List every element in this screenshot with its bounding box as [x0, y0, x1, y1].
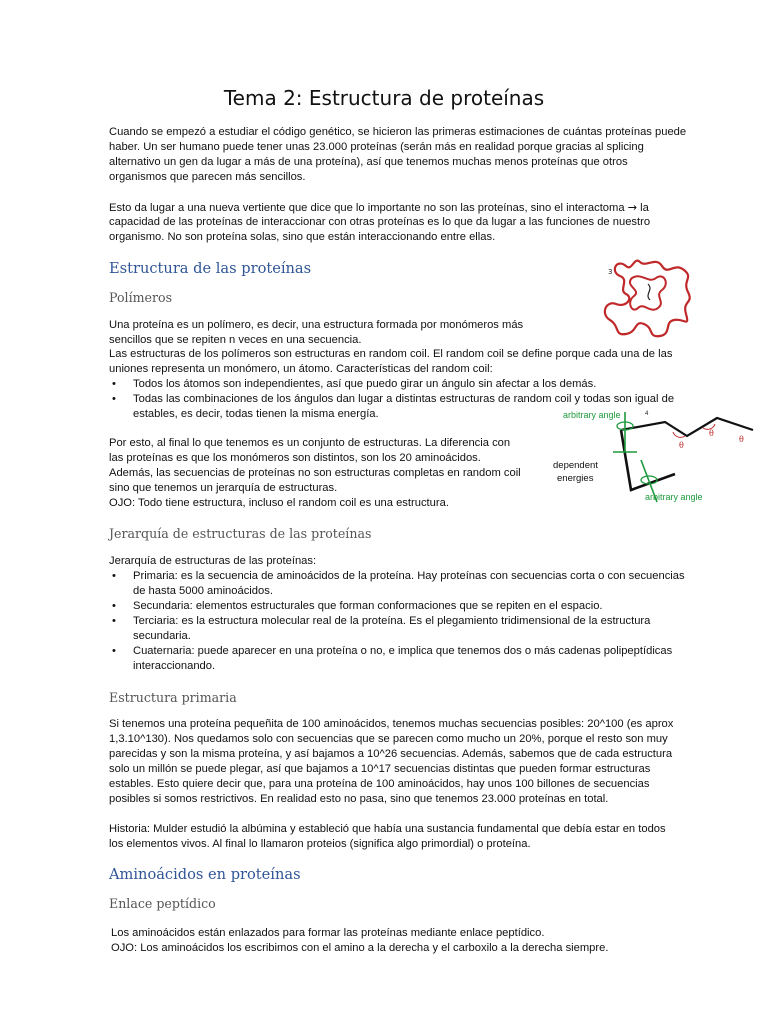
- figure-number: 4: [645, 411, 649, 417]
- list-item-text: Secundaria: elementos estructurales que forman conformaciones que se repiten en el espacio.: [133, 600, 603, 612]
- body-line: uniones representa un monómero, un átomo. Características del random coil:: [109, 363, 493, 375]
- bullet-list: [109, 569, 709, 674]
- body-line: Jerarquía de estructuras de las proteínas:: [109, 555, 317, 567]
- list-item: [109, 569, 709, 599]
- theta-label: θ: [709, 429, 714, 438]
- theta-label: θ: [679, 441, 684, 450]
- list-item-text: Cuaternaria: puede aparecer en una proteína o no, e implica que tenemos dos o más cadenas polipeptídicas: [133, 645, 673, 657]
- chain-segment: [621, 418, 753, 436]
- body-line: Además, las secuencias de proteínas no son estructuras completas en random coil: [109, 467, 521, 479]
- page-title: Tema 2: Estructura de proteínas: [223, 86, 545, 110]
- body-line: parecidas y son la misma proteína, y así bajamos a 10^26 secuencias. Además, sabemos que de cada estructura: [109, 748, 673, 760]
- intro-line: alternativo un gen da lugar a más de una proteína), así que tenemos muchas menos proteínas que otros: [109, 156, 628, 168]
- intro-text: Esto da lugar a una nueva vertiente que dice que lo importante no son las proteínas, sino el interactoma: [109, 202, 625, 214]
- coil-path: [605, 261, 690, 337]
- body-line: Una proteína es un polímero, es decir, una estructura formada por monómeros más: [109, 319, 524, 331]
- list-item-text: Todos los átomos son independientes, así que puedo girar un ángulo sin afectar a los demás.: [133, 378, 597, 390]
- body-line: sencillos que se repiten n veces en una secuencia.: [109, 334, 362, 346]
- list-item: [109, 377, 709, 392]
- intro-line: [109, 200, 649, 216]
- list-item: [109, 644, 709, 674]
- body-line: Por esto, al final lo que tenemos es un conjunto de estructuras. La diferencia con: [109, 437, 511, 449]
- body-line: las proteínas es que los monómeros son distintos, son los 20 aminoácidos.: [109, 452, 481, 464]
- body-line: los elementos vivos. Al final lo llamaron proteios (significa algo primordial) o proteína.: [109, 838, 531, 850]
- angle-label-bottom: arbitrary angle: [645, 492, 703, 502]
- intro-line: organismos que parecen más sencillos.: [109, 171, 306, 183]
- coil-inner-path: [630, 276, 666, 309]
- chain-segment: [621, 430, 675, 490]
- subsection-heading: Polímeros: [109, 290, 173, 305]
- theta-label: θ: [739, 435, 744, 444]
- body-line: 1,3.10^130). Nos quedamos solo con secuencias que se parecen como mucho un 20%, porque el resto son muy: [109, 733, 668, 745]
- intro-line: capacidad de las proteínas de interaccionar con otras proteínas es lo que da lugar a las funciones de nuestro: [109, 216, 651, 228]
- body-line: Los aminoácidos están enlazados para formar las proteínas mediante enlace peptídico.: [111, 927, 545, 939]
- body-line: OJO: Todo tiene estructura, incluso el random coil es una estructura.: [109, 497, 449, 509]
- section-heading: Aminoácidos en proteínas: [109, 866, 301, 883]
- right-arrow-icon: →: [627, 201, 638, 214]
- subsection-heading: Jerarquía de estructuras de las proteínas: [109, 526, 372, 541]
- body-line: Si tenemos una proteína pequeñita de 100 aminoácidos, tenemos muchas secuencias posibles: 20^100 (es aprox: [109, 718, 674, 730]
- energy-label: energies: [557, 473, 594, 484]
- body-line: Historia: Mulder estudió la albúmina y estableció que había una sustancia fundamental que debía estar en todos: [109, 823, 666, 835]
- list-item-text: Todas las combinaciones de los ángulos dan lugar a distintas estructuras de random coil y todas son igual de: [133, 393, 675, 405]
- subsection-heading: Estructura primaria: [109, 690, 237, 705]
- subsection-heading: Enlace peptídico: [109, 896, 216, 911]
- list-item-text: estables, es decir, todas tienen la misma energía.: [133, 408, 379, 420]
- intro-line: organismo. No son proteína solas, sino que están interaccionando entre ellas.: [109, 231, 496, 243]
- intro-line: Cuando se empezó a estudiar el código genético, se hicieron las primeras estimaciones de cuántas proteínas puede: [109, 126, 687, 138]
- list-item-text: secundaria.: [133, 630, 191, 642]
- body-line: posibles si somos restrictivos. En realidad esto no pasa, sino que tenemos 23.000 proteínas en total.: [109, 793, 609, 805]
- energy-label: dependent: [553, 460, 598, 471]
- section-heading: Estructura de las proteínas: [109, 260, 312, 277]
- chain-angle-figure: [553, 406, 761, 514]
- body-line: OJO: Los aminoácidos los escribimos con el amino a la derecha y el carboxilo a la derecha siempre.: [111, 942, 609, 954]
- angle-label-top: arbitrary angle: [563, 410, 621, 420]
- body-line: Las estructuras de los polímeros son estructuras en random coil. El random coil se define porque cada una de las: [109, 348, 673, 360]
- figure-label: 3: [608, 268, 613, 276]
- body-line: sino que tenemos un jerarquía de estructuras.: [109, 482, 338, 494]
- list-item: [109, 599, 709, 614]
- body-line: estables. Esto quiere decir que, para una proteína de 100 aminoácidos, hay unos 100 billones de secuencias: [109, 778, 650, 790]
- random-coil-figure: [596, 254, 698, 342]
- intro-line: haber. Un ser humano puede tener unas 23.000 proteínas (serán más en realidad porque gracias al splicing: [109, 141, 644, 153]
- list-item: [109, 614, 709, 644]
- intro-text: la: [640, 202, 649, 214]
- list-item-text: Primaria: es la secuencia de aminoácidos de la proteína. Hay proteínas con secuencias corta o con secuencias: [133, 570, 685, 582]
- list-item-text: Terciaria: es la estructura molecular real de la proteína. Es el plegamiento tridimensional de la estructura: [133, 615, 651, 627]
- list-item-text: de hasta 5000 aminoácidos.: [133, 585, 273, 597]
- list-item-text: interaccionando.: [133, 660, 216, 672]
- body-line: solo un millón se puede plegar, así que bajamos a 10^17 secuencias distintas que pueden formar estructuras: [109, 763, 651, 775]
- coil-detail-path: [648, 284, 650, 300]
